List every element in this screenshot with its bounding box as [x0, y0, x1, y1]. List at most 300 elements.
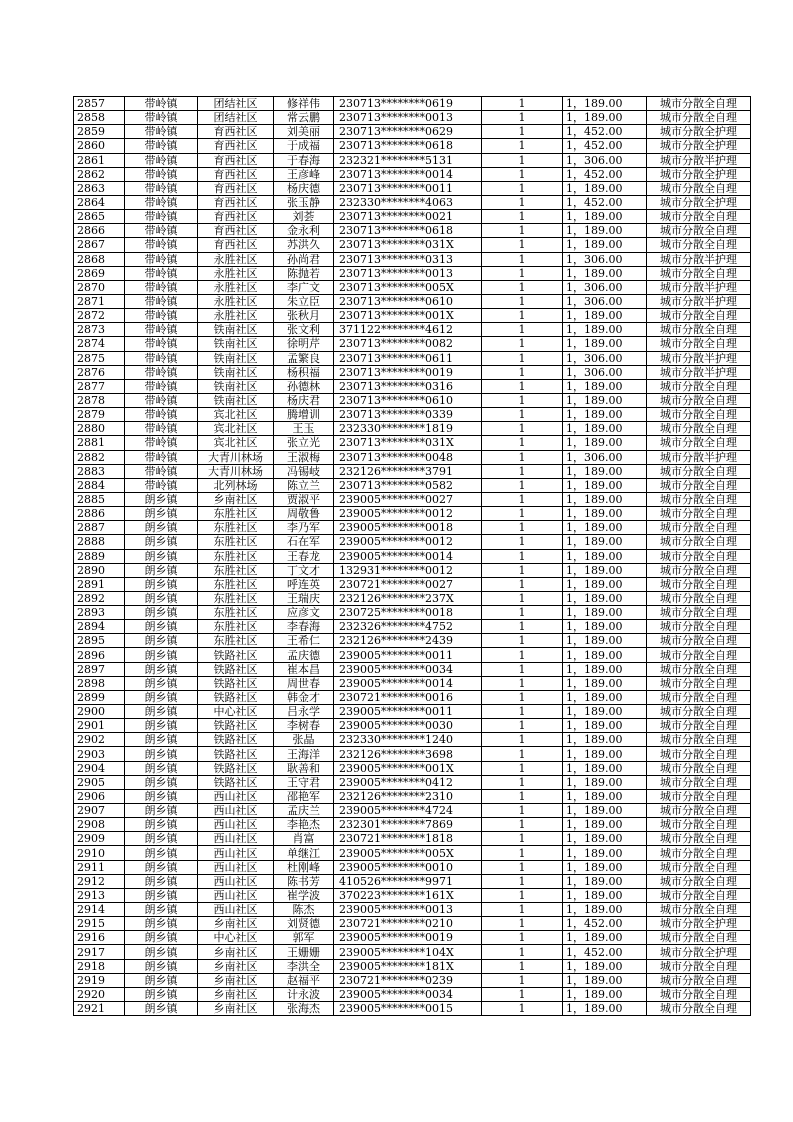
table-row: [74, 846, 751, 860]
id-number-cell: 230713********0618: [334, 139, 482, 153]
row-number-cell: 2920: [74, 987, 125, 1001]
name-cell: 肖富: [274, 832, 334, 846]
id-number-cell: 232126********3698: [334, 747, 482, 761]
category-cell: 城市分散半护理: [647, 252, 751, 266]
id-number-cell: 232326********4752: [334, 620, 482, 634]
row-number-cell: 2899: [74, 690, 125, 704]
count-cell: 1: [482, 238, 563, 252]
count-cell: 1: [482, 111, 563, 125]
name-cell: 王玉: [274, 422, 334, 436]
table-row: [74, 351, 751, 365]
row-number-cell: 2909: [74, 832, 125, 846]
name-cell: 金永利: [274, 224, 334, 238]
row-number-cell: 2864: [74, 195, 125, 209]
count-cell: 1: [482, 874, 563, 888]
id-number-cell: 232330********4063: [334, 195, 482, 209]
community-cell: 西山社区: [198, 818, 274, 832]
row-number-cell: 2873: [74, 323, 125, 337]
table-row: [74, 733, 751, 747]
table-row: [74, 252, 751, 266]
table-row: [74, 931, 751, 945]
amount-cell: 1，189.00: [563, 719, 647, 733]
community-cell: 东胜社区: [198, 549, 274, 563]
category-cell: 城市分散全自理: [647, 210, 751, 224]
table-row: [74, 492, 751, 506]
count-cell: 1: [482, 888, 563, 902]
amount-cell: 1，452.00: [563, 917, 647, 931]
id-number-cell: 230713********0082: [334, 337, 482, 351]
community-cell: 育西社区: [198, 224, 274, 238]
id-number-cell: 230713********001X: [334, 309, 482, 323]
name-cell: 吕永学: [274, 705, 334, 719]
id-number-cell: 239005********104X: [334, 945, 482, 959]
table-row: [74, 818, 751, 832]
row-number-cell: 2878: [74, 393, 125, 407]
town-cell: 朗乡镇: [125, 804, 198, 818]
amount-cell: 1，306.00: [563, 351, 647, 365]
town-cell: 朗乡镇: [125, 860, 198, 874]
amount-cell: 1，189.00: [563, 464, 647, 478]
town-cell: 带岭镇: [125, 280, 198, 294]
table-row: [74, 294, 751, 308]
town-cell: 带岭镇: [125, 139, 198, 153]
row-number-cell: 2912: [74, 874, 125, 888]
community-cell: 西山社区: [198, 832, 274, 846]
count-cell: 1: [482, 422, 563, 436]
count-cell: 1: [482, 577, 563, 591]
count-cell: 1: [482, 931, 563, 945]
category-cell: 城市分散全自理: [647, 337, 751, 351]
row-number-cell: 2890: [74, 563, 125, 577]
name-cell: 耿善和: [274, 761, 334, 775]
amount-cell: 1，189.00: [563, 210, 647, 224]
town-cell: 朗乡镇: [125, 507, 198, 521]
name-cell: 韩金才: [274, 690, 334, 704]
category-cell: 城市分散半护理: [647, 365, 751, 379]
category-cell: 城市分散全自理: [647, 521, 751, 535]
count-cell: 1: [482, 662, 563, 676]
table-row: [74, 888, 751, 902]
table-row: [74, 577, 751, 591]
table-row: [74, 181, 751, 195]
name-cell: 孟庆兰: [274, 804, 334, 818]
count-cell: 1: [482, 535, 563, 549]
category-cell: 城市分散半护理: [647, 450, 751, 464]
town-cell: 朗乡镇: [125, 987, 198, 1001]
id-number-cell: 230713********0021: [334, 210, 482, 224]
name-cell: 杨庆君: [274, 393, 334, 407]
count-cell: 1: [482, 733, 563, 747]
id-number-cell: 230713********0014: [334, 167, 482, 181]
id-number-cell: 239005********0013: [334, 903, 482, 917]
row-number-cell: 2892: [74, 591, 125, 605]
amount-cell: 1，189.00: [563, 705, 647, 719]
count-cell: 1: [482, 676, 563, 690]
category-cell: 城市分散全自理: [647, 931, 751, 945]
community-cell: 育西社区: [198, 181, 274, 195]
row-number-cell: 2881: [74, 436, 125, 450]
amount-cell: 1，306.00: [563, 280, 647, 294]
town-cell: 带岭镇: [125, 351, 198, 365]
count-cell: 1: [482, 705, 563, 719]
amount-cell: 1，189.00: [563, 535, 647, 549]
table-row: [74, 676, 751, 690]
row-number-cell: 2865: [74, 210, 125, 224]
name-cell: 李春海: [274, 620, 334, 634]
community-cell: 铁路社区: [198, 676, 274, 690]
row-number-cell: 2861: [74, 153, 125, 167]
count-cell: 1: [482, 167, 563, 181]
name-cell: 邵艳军: [274, 789, 334, 803]
table-row: [74, 379, 751, 393]
name-cell: 崔学波: [274, 888, 334, 902]
name-cell: 常云鹏: [274, 111, 334, 125]
table-row: [74, 422, 751, 436]
community-cell: 育西社区: [198, 238, 274, 252]
count-cell: 1: [482, 337, 563, 351]
name-cell: 李树春: [274, 719, 334, 733]
row-number-cell: 2906: [74, 789, 125, 803]
community-cell: 永胜社区: [198, 294, 274, 308]
name-cell: 徐明芹: [274, 337, 334, 351]
town-cell: 朗乡镇: [125, 917, 198, 931]
amount-cell: 1，306.00: [563, 252, 647, 266]
count-cell: 1: [482, 393, 563, 407]
count-cell: 1: [482, 634, 563, 648]
town-cell: 朗乡镇: [125, 818, 198, 832]
community-cell: 铁南社区: [198, 351, 274, 365]
category-cell: 城市分散全自理: [647, 874, 751, 888]
count-cell: 1: [482, 563, 563, 577]
amount-cell: 1，189.00: [563, 1002, 647, 1016]
table-row: [74, 789, 751, 803]
community-cell: 育西社区: [198, 167, 274, 181]
town-cell: 朗乡镇: [125, 747, 198, 761]
town-cell: 朗乡镇: [125, 888, 198, 902]
count-cell: 1: [482, 1002, 563, 1016]
table-row: [74, 987, 751, 1001]
category-cell: 城市分散全护理: [647, 195, 751, 209]
name-cell: 李广文: [274, 280, 334, 294]
id-number-cell: 239005********0034: [334, 662, 482, 676]
amount-cell: 1，189.00: [563, 577, 647, 591]
amount-cell: 1，189.00: [563, 97, 647, 111]
id-number-cell: 230725********0018: [334, 606, 482, 620]
amount-cell: 1，452.00: [563, 139, 647, 153]
table-row: [74, 874, 751, 888]
town-cell: 朗乡镇: [125, 719, 198, 733]
town-cell: 带岭镇: [125, 294, 198, 308]
category-cell: 城市分散全自理: [647, 719, 751, 733]
table-row: [74, 521, 751, 535]
name-cell: 李艳杰: [274, 818, 334, 832]
name-cell: 石在军: [274, 535, 334, 549]
row-number-cell: 2883: [74, 464, 125, 478]
id-number-cell: 232321********5131: [334, 153, 482, 167]
count-cell: 1: [482, 549, 563, 563]
id-number-cell: 230713********0013: [334, 111, 482, 125]
amount-cell: 1，189.00: [563, 309, 647, 323]
count-cell: 1: [482, 987, 563, 1001]
town-cell: 朗乡镇: [125, 705, 198, 719]
town-cell: 朗乡镇: [125, 733, 198, 747]
name-cell: 王春龙: [274, 549, 334, 563]
row-number-cell: 2888: [74, 535, 125, 549]
count-cell: 1: [482, 804, 563, 818]
table-row: [74, 408, 751, 422]
id-number-cell: 230721********0016: [334, 690, 482, 704]
id-number-cell: 239005********005X: [334, 846, 482, 860]
category-cell: 城市分散全自理: [647, 507, 751, 521]
name-cell: 孟庆德: [274, 648, 334, 662]
id-number-cell: 230713********0610: [334, 393, 482, 407]
category-cell: 城市分散全自理: [647, 492, 751, 506]
table-row: [74, 620, 751, 634]
count-cell: 1: [482, 280, 563, 294]
community-cell: 西山社区: [198, 846, 274, 860]
id-number-cell: 239005********001X: [334, 761, 482, 775]
name-cell: 呼连英: [274, 577, 334, 591]
row-number-cell: 2860: [74, 139, 125, 153]
id-number-cell: 230713********0013: [334, 266, 482, 280]
row-number-cell: 2921: [74, 1002, 125, 1016]
community-cell: 铁路社区: [198, 690, 274, 704]
community-cell: 铁南社区: [198, 323, 274, 337]
count-cell: 1: [482, 323, 563, 337]
table-row: [74, 662, 751, 676]
name-cell: 丁文才: [274, 563, 334, 577]
id-number-cell: 239005********0011: [334, 648, 482, 662]
category-cell: 城市分散全自理: [647, 846, 751, 860]
table-row: [74, 210, 751, 224]
row-number-cell: 2872: [74, 309, 125, 323]
table-row: [74, 903, 751, 917]
count-cell: 1: [482, 125, 563, 139]
community-cell: 育西社区: [198, 210, 274, 224]
count-cell: 1: [482, 478, 563, 492]
amount-cell: 1，189.00: [563, 111, 647, 125]
town-cell: 朗乡镇: [125, 761, 198, 775]
amount-cell: 1，452.00: [563, 125, 647, 139]
table-row: [74, 1002, 751, 1016]
row-number-cell: 2900: [74, 705, 125, 719]
id-number-cell: 230713********0610: [334, 294, 482, 308]
table-row: [74, 761, 751, 775]
id-number-cell: 239005********0015: [334, 1002, 482, 1016]
category-cell: 城市分散全自理: [647, 818, 751, 832]
table-row: [74, 747, 751, 761]
name-cell: 贾淑平: [274, 492, 334, 506]
amount-cell: 1，189.00: [563, 181, 647, 195]
row-number-cell: 2867: [74, 238, 125, 252]
row-number-cell: 2885: [74, 492, 125, 506]
amount-cell: 1，189.00: [563, 987, 647, 1001]
town-cell: 带岭镇: [125, 111, 198, 125]
count-cell: 1: [482, 450, 563, 464]
id-number-cell: 239005********4724: [334, 804, 482, 818]
count-cell: 1: [482, 139, 563, 153]
row-number-cell: 2889: [74, 549, 125, 563]
amount-cell: 1，189.00: [563, 563, 647, 577]
amount-cell: 1，189.00: [563, 436, 647, 450]
id-number-cell: 232126********2439: [334, 634, 482, 648]
id-number-cell: 230713********0313: [334, 252, 482, 266]
table-row: [74, 224, 751, 238]
count-cell: 1: [482, 789, 563, 803]
amount-cell: 1，189.00: [563, 789, 647, 803]
table-row: [74, 591, 751, 605]
community-cell: 铁南社区: [198, 393, 274, 407]
town-cell: 朗乡镇: [125, 549, 198, 563]
community-cell: 铁路社区: [198, 761, 274, 775]
row-number-cell: 2858: [74, 111, 125, 125]
amount-cell: 1，189.00: [563, 591, 647, 605]
row-number-cell: 2915: [74, 917, 125, 931]
category-cell: 城市分散全自理: [647, 987, 751, 1001]
community-cell: 铁路社区: [198, 662, 274, 676]
amount-cell: 1，189.00: [563, 379, 647, 393]
row-number-cell: 2908: [74, 818, 125, 832]
amount-cell: 1，189.00: [563, 832, 647, 846]
count-cell: 1: [482, 775, 563, 789]
table-row: [74, 153, 751, 167]
table-row: [74, 945, 751, 959]
table-row: [74, 917, 751, 931]
town-cell: 带岭镇: [125, 125, 198, 139]
id-number-cell: 239005********0034: [334, 987, 482, 1001]
community-cell: 东胜社区: [198, 577, 274, 591]
community-cell: 西山社区: [198, 903, 274, 917]
amount-cell: 1，189.00: [563, 393, 647, 407]
category-cell: 城市分散全自理: [647, 549, 751, 563]
amount-cell: 1，189.00: [563, 620, 647, 634]
row-number-cell: 2862: [74, 167, 125, 181]
count-cell: 1: [482, 224, 563, 238]
category-cell: 城市分散全自理: [647, 761, 751, 775]
category-cell: 城市分散全自理: [647, 789, 751, 803]
id-number-cell: 230721********0239: [334, 973, 482, 987]
row-number-cell: 2905: [74, 775, 125, 789]
row-number-cell: 2859: [74, 125, 125, 139]
town-cell: 带岭镇: [125, 195, 198, 209]
community-cell: 乡南社区: [198, 492, 274, 506]
community-cell: 铁路社区: [198, 733, 274, 747]
town-cell: 朗乡镇: [125, 606, 198, 620]
community-cell: 东胜社区: [198, 507, 274, 521]
id-number-cell: 239005********0014: [334, 549, 482, 563]
town-cell: 带岭镇: [125, 464, 198, 478]
row-number-cell: 2879: [74, 408, 125, 422]
community-cell: 铁南社区: [198, 365, 274, 379]
town-cell: 朗乡镇: [125, 492, 198, 506]
count-cell: 1: [482, 860, 563, 874]
amount-cell: 1，189.00: [563, 337, 647, 351]
community-cell: 东胜社区: [198, 606, 274, 620]
table-row: [74, 266, 751, 280]
amount-cell: 1，189.00: [563, 874, 647, 888]
records-table-body: [74, 97, 751, 1016]
category-cell: 城市分散半护理: [647, 153, 751, 167]
name-cell: 崔本昌: [274, 662, 334, 676]
category-cell: 城市分散全护理: [647, 917, 751, 931]
id-number-cell: 232126********3791: [334, 464, 482, 478]
name-cell: 孙德林: [274, 379, 334, 393]
id-number-cell: 232330********1819: [334, 422, 482, 436]
category-cell: 城市分散半护理: [647, 351, 751, 365]
town-cell: 朗乡镇: [125, 662, 198, 676]
count-cell: 1: [482, 690, 563, 704]
town-cell: 带岭镇: [125, 408, 198, 422]
category-cell: 城市分散全自理: [647, 563, 751, 577]
row-number-cell: 2916: [74, 931, 125, 945]
id-number-cell: 370223********161X: [334, 888, 482, 902]
name-cell: 陈抛若: [274, 266, 334, 280]
table-row: [74, 648, 751, 662]
town-cell: 带岭镇: [125, 450, 198, 464]
id-number-cell: 230721********0027: [334, 577, 482, 591]
row-number-cell: 2911: [74, 860, 125, 874]
town-cell: 朗乡镇: [125, 620, 198, 634]
amount-cell: 1，189.00: [563, 478, 647, 492]
row-number-cell: 2886: [74, 507, 125, 521]
count-cell: 1: [482, 97, 563, 111]
row-number-cell: 2910: [74, 846, 125, 860]
id-number-cell: 239005********0012: [334, 507, 482, 521]
name-cell: 刘贤德: [274, 917, 334, 931]
row-number-cell: 2877: [74, 379, 125, 393]
amount-cell: 1，189.00: [563, 818, 647, 832]
town-cell: 带岭镇: [125, 365, 198, 379]
category-cell: 城市分散全自理: [647, 690, 751, 704]
amount-cell: 1，189.00: [563, 931, 647, 945]
amount-cell: 1，189.00: [563, 846, 647, 860]
town-cell: 朗乡镇: [125, 577, 198, 591]
name-cell: 张文利: [274, 323, 334, 337]
community-cell: 东胜社区: [198, 634, 274, 648]
table-row: [74, 535, 751, 549]
row-number-cell: 2871: [74, 294, 125, 308]
name-cell: 郭军: [274, 931, 334, 945]
category-cell: 城市分散全自理: [647, 888, 751, 902]
records-table: [73, 96, 751, 1016]
id-number-cell: 230713********0339: [334, 408, 482, 422]
amount-cell: 1，189.00: [563, 761, 647, 775]
town-cell: 朗乡镇: [125, 676, 198, 690]
count-cell: 1: [482, 309, 563, 323]
count-cell: 1: [482, 351, 563, 365]
count-cell: 1: [482, 832, 563, 846]
row-number-cell: 2894: [74, 620, 125, 634]
town-cell: 朗乡镇: [125, 959, 198, 973]
table-row: [74, 832, 751, 846]
town-cell: 带岭镇: [125, 224, 198, 238]
row-number-cell: 2914: [74, 903, 125, 917]
count-cell: 1: [482, 973, 563, 987]
community-cell: 乡南社区: [198, 987, 274, 1001]
table-row: [74, 860, 751, 874]
name-cell: 杨积福: [274, 365, 334, 379]
table-row: [74, 478, 751, 492]
name-cell: 腾增训: [274, 408, 334, 422]
town-cell: 朗乡镇: [125, 591, 198, 605]
id-number-cell: 230713********031X: [334, 436, 482, 450]
row-number-cell: 2895: [74, 634, 125, 648]
name-cell: 修祥伟: [274, 97, 334, 111]
name-cell: 朱立臣: [274, 294, 334, 308]
count-cell: 1: [482, 903, 563, 917]
community-cell: 育西社区: [198, 139, 274, 153]
town-cell: 朗乡镇: [125, 846, 198, 860]
